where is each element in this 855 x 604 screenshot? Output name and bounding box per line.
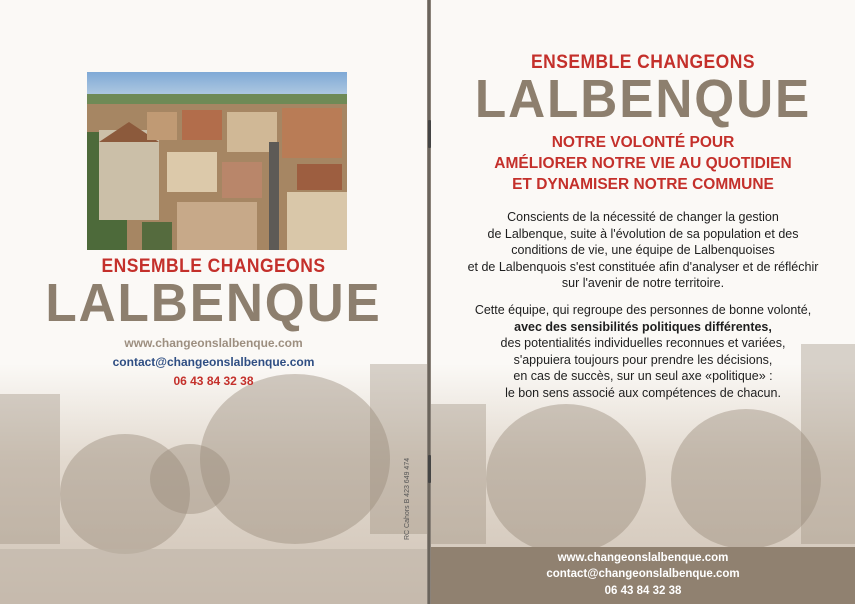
right-page: [431, 0, 855, 604]
village-background-illustration: [0, 364, 427, 604]
paragraph-line: sur l'avenir de notre territoire.: [561, 276, 725, 290]
phone-number: 06 43 84 32 38: [173, 374, 254, 388]
website-link[interactable]: www.changeonslalbenque.com: [124, 336, 303, 350]
footer-phone-number: 06 43 84 32 38: [604, 585, 682, 597]
contact-footer-band: [431, 547, 855, 604]
paragraph-line: le bon sens associé aux compétences de chacun.: [505, 385, 781, 400]
campaign-title: LALBENQUE: [474, 69, 812, 129]
footer-email-link[interactable]: contact@changeonslalbenque.com: [546, 568, 740, 580]
left-page: [0, 0, 427, 604]
subtitle-line: ET DYNAMISER NOTRE COMMUNE: [512, 176, 774, 193]
aerial-village-photo: [87, 72, 347, 250]
paragraph-line: Conscients de la nécessité de changer la gestion: [507, 210, 779, 224]
paragraph-line: s'appuiera toujours pour prendre les décisions,: [513, 352, 773, 367]
subtitle-line: AMÉLIORER NOTRE VIE AU QUOTIDIEN: [494, 155, 792, 172]
paragraph-line: conditions de vie, une équipe de Lalbenquoises: [511, 243, 775, 257]
paragraph-line: des potentialités individuelles reconnues et variées,: [500, 336, 786, 350]
campaign-kicker: ENSEMBLE CHANGEONS: [531, 52, 755, 73]
footer-website-link[interactable]: www.changeonslalbenque.com: [557, 552, 729, 564]
team-paragraph: [451, 302, 835, 401]
paragraph-line-highlight: avec des sensibilités politiques différentes,: [514, 319, 772, 334]
paragraph-line: et de Lalbenquois s'est constituée afin d'analyser et de réfléchir: [467, 259, 819, 274]
paragraph-line: de Lalbenque, suite à l'évolution de sa population et des: [487, 226, 799, 241]
paragraph-line: Cette équipe, qui regroupe des personnes de bonne volonté,: [474, 303, 812, 317]
campaign-kicker: ENSEMBLE CHANGEONS: [101, 256, 326, 277]
mission-subtitle: [431, 132, 855, 195]
legal-registration: RC Cahors B 423 649 474: [404, 457, 411, 540]
intro-paragraph: [451, 209, 835, 292]
subtitle-line: NOTRE VOLONTÉ POUR: [551, 134, 735, 151]
email-link[interactable]: contact@changeonslalbenque.com: [112, 355, 315, 369]
campaign-title: LALBENQUE: [45, 273, 382, 333]
paragraph-line: en cas de succès, sur un seul axe «politique» :: [513, 369, 773, 383]
